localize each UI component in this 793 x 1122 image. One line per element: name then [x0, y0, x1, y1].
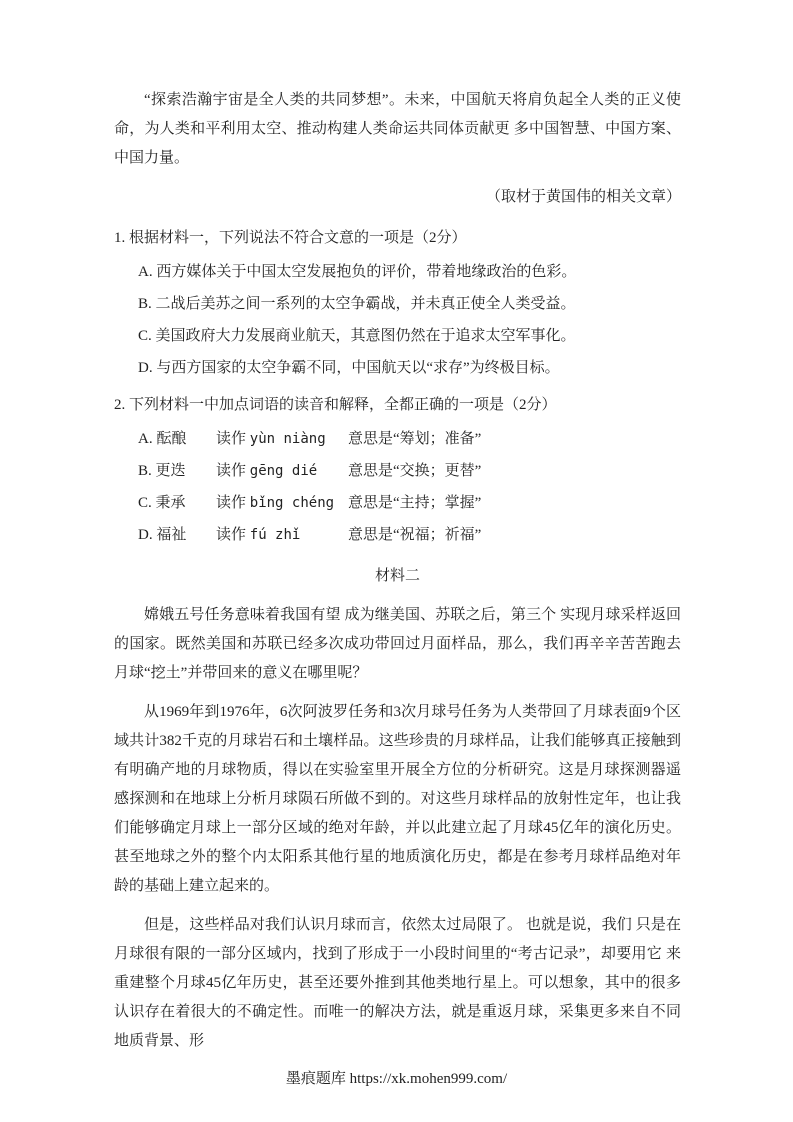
question-2-option-a: [138, 425, 681, 454]
read-label: 读作: [216, 527, 247, 543]
option-pinyin: fú zhǐ: [249, 527, 301, 543]
option-meaning: 意思是“筹划；准备”: [348, 431, 482, 447]
option-word: A. 酝酿: [138, 431, 187, 447]
material-2-heading: 材料二: [374, 568, 420, 584]
option-meaning: 意思是“祝福；祈福”: [348, 527, 482, 543]
material-2-paragraph-1: 嫦娥五号任务意味着我国有望 成为继美国、苏联之后，第三个 实现月球采样返回的国家。既然美国和苏联已经多次成功带回过月面样品，那么，我们再辛辛苦苦跑去月球“挖土”并带回来的意义在哪里呢？: [114, 607, 681, 681]
question-1-option-b: B. 二战后美苏之间一系列的太空争霸战，并未真正使全人类受益。: [138, 296, 576, 312]
option-word: D. 福祉: [138, 527, 187, 543]
read-label: 读作: [216, 495, 247, 511]
question-1-option-d: D. 与西方国家的太空争霸不同，中国航天以“求存”为终极目标。: [138, 360, 560, 376]
option-reading: [216, 425, 348, 454]
question-1: [114, 224, 681, 383]
question-2: [114, 391, 681, 550]
option-reading: [216, 489, 348, 518]
question-1-option-a: A. 西方媒体关于中国太空发展抱负的评价，带着地缘政治的色彩。: [138, 264, 577, 280]
option-meaning: 意思是“交换；更替”: [348, 463, 482, 479]
material-2-paragraph-2: 从1969年到1976年，6次阿波罗任务和3次月球号任务为人类带回了月球表面9个区域共计382千克的月球岩石和土壤样品。这些珍贵的月球样品，让我们能够真正接触到有明确产地的月球物质，得以在实验室里开展全方位的分析研究。这是月球探测器遥感探测和在地球上分析月球陨石所做不到的。对这些月球样品的放射性定年，也让我们能够确定月球上一部分区域的绝对年龄，并以此建立起了月球45亿年的演化历史。甚至地球之外的整个内太阳系其他行星的地质演化历史，都是在参考月球样品绝对年龄的基础上建立起来的。: [114, 704, 681, 894]
option-reading: [216, 457, 348, 486]
material-2-paragraph-3: 但是，这些样品对我们认识月球而言，依然太过局限了。 也就是说，我们 只是在月球很有限的一部分区域内，找到了形成于一小段时间里的“考古记录”，却要用它 来重建整个月球45亿年历史，甚至还要外推到其他类地行星上。可以想象，其中的很多认识存在着很大的不确定性。而唯一的解决方法，就是重返月球，采集更多来自不同地质背景、形: [114, 917, 681, 1049]
question-2-stem: 2. 下列材料一中加点词语的读音和解释，全都正确的一项是（2分）: [114, 397, 557, 413]
option-pinyin: yùn niàng: [249, 431, 326, 447]
option-reading: [216, 521, 348, 550]
source-attribution: （取材于黄国伟的相关文章）: [485, 189, 681, 205]
question-1-stem: 1. 根据材料一，下列说法不符合文意的一项是（2分）: [114, 230, 467, 246]
option-word: B. 更迭: [138, 463, 186, 479]
intro-paragraph: “探索浩瀚宇宙是全人类的共同梦想”。未来，中国航天将肩负起全人类的正义使命，为人类和平利用太空、推动构建人类命运共同体贡献更 多中国智慧、中国方案、中国力量。: [114, 92, 681, 166]
question-2-option-b: [138, 457, 681, 486]
read-label: 读作: [216, 463, 247, 479]
read-label: 读作: [216, 431, 247, 447]
question-2-option-c: [138, 489, 681, 518]
question-1-option-c: C. 美国政府大力发展商业航天，其意图仍然在于追求太空军事化。: [138, 328, 576, 344]
option-meaning: 意思是“主持；掌握”: [348, 495, 482, 511]
footer-watermark: 墨痕题库 https://xk.mohen999.com/: [285, 1071, 508, 1087]
question-2-option-d: [138, 521, 681, 550]
option-pinyin: bǐng chéng: [249, 495, 335, 511]
option-word: C. 秉承: [138, 495, 186, 511]
option-pinyin: gēng dié: [249, 463, 318, 479]
